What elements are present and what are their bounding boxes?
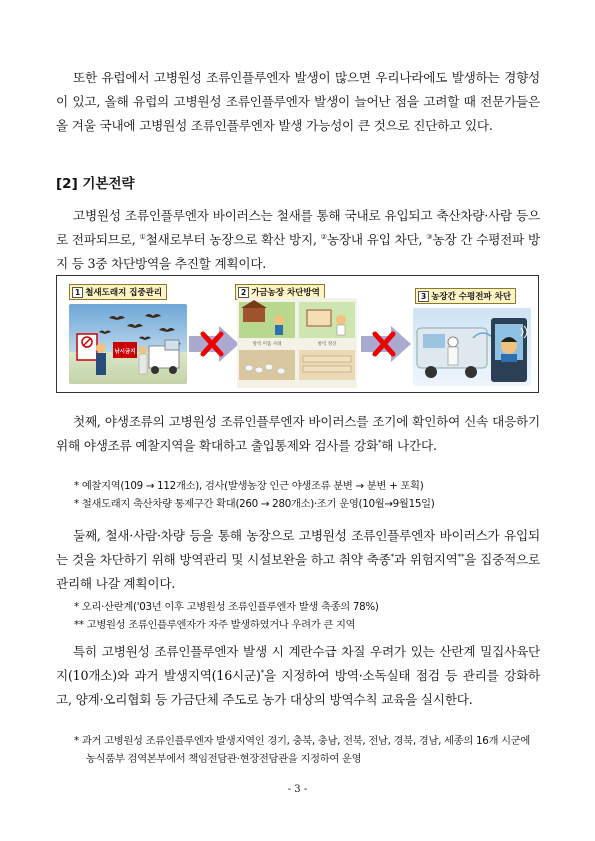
second-text	[56, 524, 540, 596]
third-mark: *	[260, 669, 264, 677]
first-text-a: 첫째, 야생조류의 고병원성 조류인플루엔자 바이러스를 조기에 확인하여 신속 대응하기 위해 야생조류 예찰지역을 확대하고 출입통제와 검사를 강화	[56, 414, 540, 453]
page-number: - 3 -	[287, 784, 308, 795]
third-part1: 특히 고병원성 조류인플루엔자 발생 시 계란수급 차질 우려가 있는 산란계 밀집사육단지(10개소)와 과거 발생지역(16시군)	[56, 644, 540, 683]
second-note-2: ** 고병원성 조류인플루엔자가 자주 발생하였거나 우려가 큰 지역	[74, 619, 356, 631]
strategy-part1: 고병원성 조류인플루엔자 바이러스는 철새를 통해 국내로 유입되고 축산차량·사람 등으로 전파되므로,	[56, 208, 540, 247]
third-notes	[74, 732, 542, 768]
box2-title: 가금농장 차단방역	[251, 288, 320, 298]
first-paragraph	[56, 410, 540, 458]
first-text-b: 해 나간다.	[381, 438, 437, 453]
third-paragraph	[56, 640, 540, 712]
second-part2: 과 위험지역	[393, 552, 458, 567]
arrow-block-icon-1	[189, 324, 241, 364]
second-note-1: * 오리·산란계('03년 이후 고병원성 조류인플루엔자 발생 축종의 78%)	[74, 601, 379, 613]
panel-migratory-birds	[69, 304, 187, 384]
first-note-1: * 예찰지역(109 → 112개소), 검사(발생농장 인근 야생조류 분변 → 분변 + 포획)	[74, 480, 424, 492]
strategy-part4: 농장 간 수평전파 방지 등 3중 차단방역을 추진할 계획이다.	[56, 232, 540, 271]
second-part3: 을 집중적으로 관리해 나갈 계획이다.	[56, 552, 540, 591]
second-mark2: **	[457, 553, 465, 561]
migratory-birds-illustration	[69, 304, 187, 384]
box1-title: 철새도래지 집중관리	[85, 288, 163, 298]
box1-label	[69, 284, 167, 300]
strategy-figure	[56, 275, 539, 393]
box3-title: 농장간 수평전파 차단	[431, 292, 512, 302]
strategy-text	[56, 204, 540, 276]
first-mark: *	[377, 439, 382, 447]
farm-biosecurity-illustration	[237, 298, 357, 388]
first-text	[56, 410, 540, 458]
strategy-paragraph	[56, 204, 540, 276]
arrow-block-icon-2	[361, 324, 413, 364]
third-part2: 을 지정하여 방역·소독실태 점검 등 관리를 강화하고, 양계·오리협회 등 가금단체 주도로 농가 대상의 방역수칙 교육을 실시한다.	[56, 668, 541, 707]
third-note: * 과거 고병원성 조류인플루엔자 발생지역인 경기, 충북, 충남, 전북, 전남, 경북, 경남, 세종의 16개 시군에 농식품부 검역본부에서 책임전담관·현장전담관을 지정하여 운영	[74, 735, 531, 765]
box2-number: 2	[238, 287, 249, 298]
box1-number: 1	[72, 287, 83, 298]
intro-text: 또한 유럽에서 고병원성 조류인플루엔자 발생이 많으면 우리나라에도 발생하는 경향성이 있고, 올해 유럽의 고병원성 조류인플루엔자 발생이 늘어난 점을 고려할 때 전문가들은 올 겨울 국내에 고병원성 조류인플루엔자 발생 가능성이 큰 것으로 진단하고 있다.	[56, 70, 540, 133]
second-notes	[74, 598, 544, 634]
caption-poor-1: 방역 미흡 사례	[252, 342, 282, 347]
vehicle-disinfection-illustration	[413, 308, 531, 386]
panel-farm-biosecurity	[237, 298, 357, 388]
intro-paragraph	[56, 66, 540, 138]
box3-number: 3	[418, 291, 429, 302]
strategy-part2: 철새로부터 농장으로 확산 방지,	[145, 232, 321, 247]
second-mark1: *	[390, 553, 394, 561]
mark-3: ③	[426, 233, 433, 241]
mark-1: ①	[139, 233, 146, 241]
caption-good-1: 방역 정상	[317, 342, 337, 347]
second-part1: 둘째, 철새·사람·차량 등을 통해 농장으로 고병원성 조류인플루엔자 바이러스가 유입되는 것을 차단하기 위해 방역관리 및 시설보완을 하고 취약 축종	[56, 528, 540, 567]
no-fishing-text: 낚시금지	[114, 349, 136, 355]
second-paragraph	[56, 524, 540, 596]
box3-label	[415, 288, 516, 304]
first-note-2: * 철새도래지 축산차량 통제구간 확대(260 → 280개소)·조기 운영(10월→9월15일)	[74, 498, 435, 510]
third-text	[56, 640, 540, 712]
panel-vehicle-control	[413, 308, 531, 386]
first-notes	[74, 477, 544, 513]
mark-2: ②	[320, 233, 327, 241]
strategy-part3: 농장내 유입 차단,	[326, 232, 427, 247]
section-title: [2] 기본전략	[56, 176, 135, 192]
